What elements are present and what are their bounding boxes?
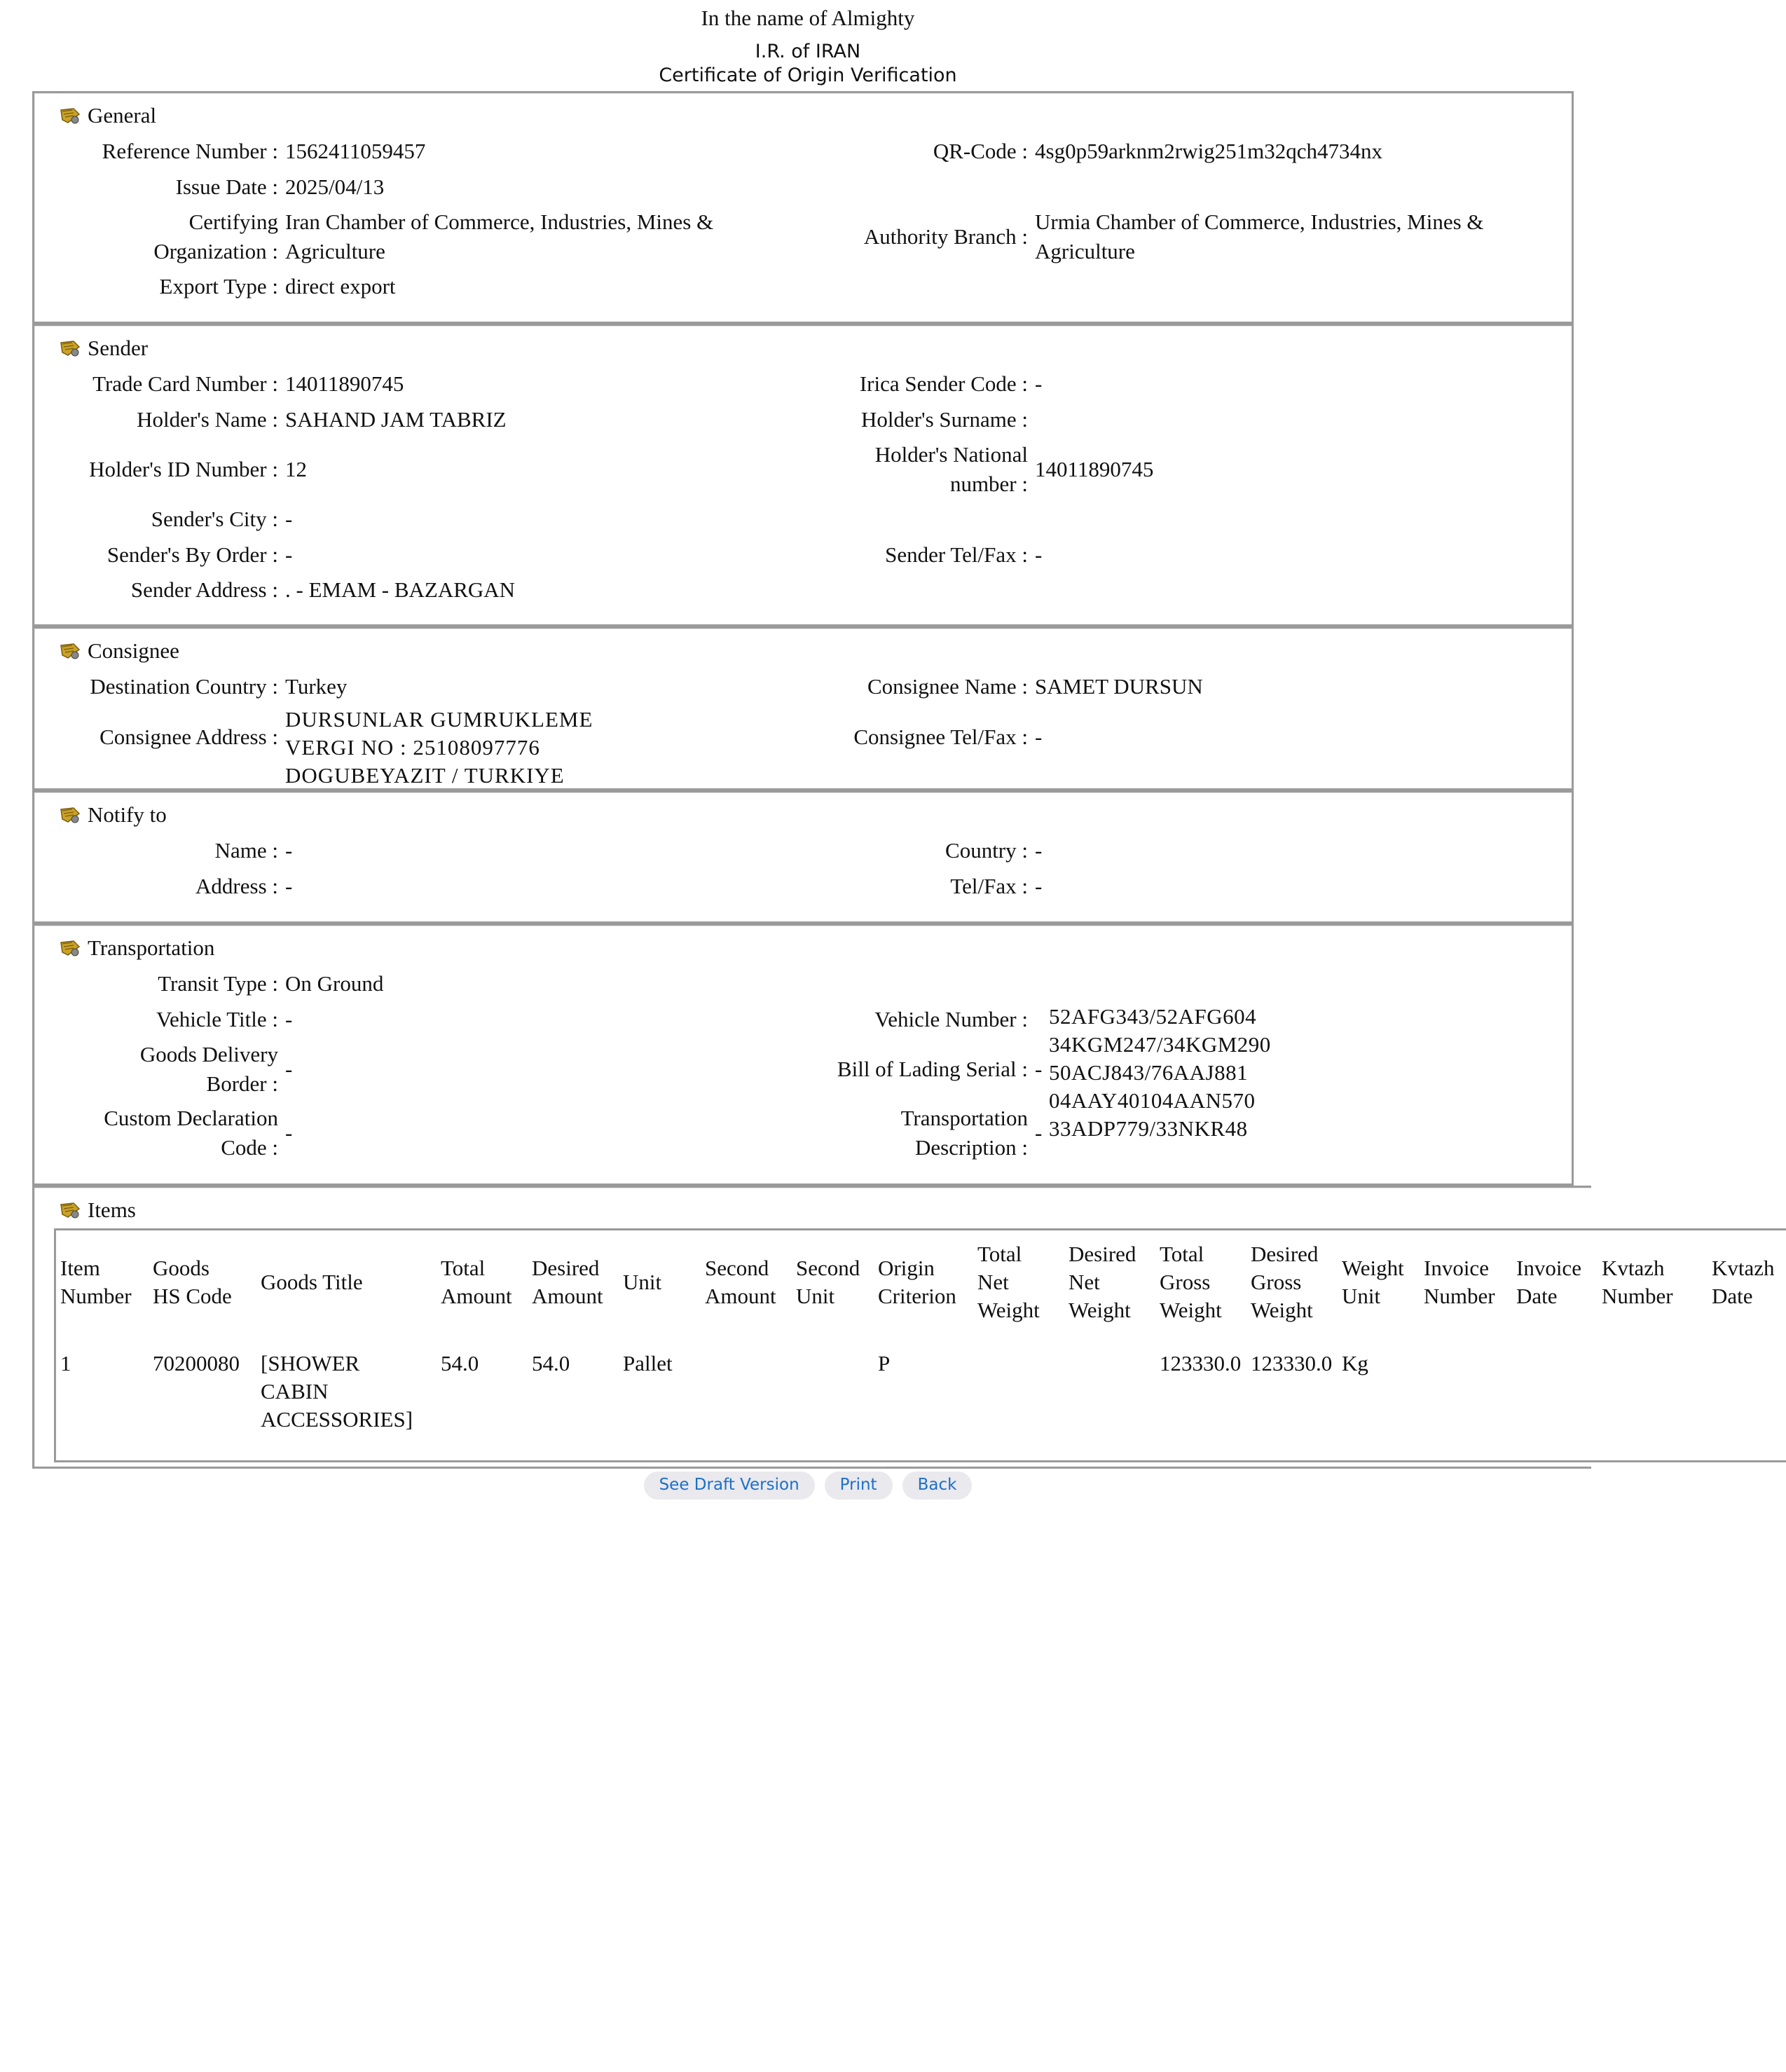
notify-tel-value: - (1035, 874, 1043, 898)
items-column-header: Desired Net Weight (1069, 1242, 1136, 1322)
vehicle-number-label: Vehicle Number : (874, 1007, 1028, 1031)
export-type-value: direct export (285, 274, 396, 299)
table-cell: 1 (60, 1351, 71, 1375)
consignee-tel-value: - (1035, 725, 1043, 749)
holder-name-value: SAHAND JAM TABRIZ (285, 407, 507, 432)
action-bar (0, 1471, 1616, 1500)
scroll-icon (58, 338, 82, 358)
table-cell: Kg (1342, 1351, 1368, 1375)
table-cell (1064, 1334, 1155, 1462)
bill-of-lading-value: - (1035, 1057, 1043, 1081)
table-cell (1708, 1334, 1786, 1462)
items-section-title (58, 1198, 136, 1223)
transportation-description-label: Transportation Description : (900, 1106, 1028, 1160)
sender-by-order-value: - (285, 542, 293, 567)
trade-card-value: 14011890745 (285, 371, 404, 396)
vehicle-title-value: - (285, 1007, 293, 1031)
qr-code-value: 4sg0p59arknm2rwig251m32qch4734nx (1035, 139, 1382, 163)
notify-country-label: Country : (945, 838, 1028, 863)
items-column-header: Item Number (60, 1256, 132, 1308)
scroll-icon (58, 641, 82, 661)
notify-address-value: - (285, 874, 293, 898)
items-column-header: Origin Criterion (878, 1256, 956, 1308)
custom-declaration-value: - (285, 1120, 293, 1145)
holder-id-label: Holder's ID Number : (89, 457, 278, 481)
items-column-header: Invoice Number (1424, 1256, 1495, 1308)
page-title: Certificate of Origin Verification (659, 64, 957, 86)
back-button[interactable]: Back (902, 1471, 973, 1500)
destination-country-label: Destination Country : (90, 674, 278, 699)
transportation-title-text: Transportation (88, 935, 215, 960)
items-column-header: Kvtazh Number (1602, 1256, 1673, 1308)
goods-delivery-border-value: - (285, 1057, 293, 1081)
issue-date-value: 2025/04/13 (285, 174, 385, 199)
table-row (55, 1334, 1786, 1462)
items-column-header: Total Gross Weight (1160, 1242, 1222, 1322)
notify-section (32, 790, 1574, 924)
table-cell: 70200080 (153, 1351, 240, 1375)
table-cell: 123330.0 (1251, 1351, 1333, 1375)
items-column-header: Goods Title (261, 1270, 363, 1294)
items-column-header: Unit (623, 1270, 662, 1294)
scroll-icon (58, 106, 82, 125)
items-column-header: Weight Unit (1342, 1256, 1404, 1308)
table-cell (1598, 1334, 1708, 1462)
holder-national-number-label: Holder's National number : (874, 442, 1028, 496)
consignee-name-label: Consignee Name : (867, 674, 1028, 699)
sender-tel-value: - (1035, 542, 1043, 567)
qr-code-label: QR-Code : (933, 139, 1028, 163)
authority-branch-value: Urmia Chamber of Commerce, Industries, Mines & Agriculture (1035, 210, 1484, 263)
items-column-header: Second Unit (796, 1256, 860, 1308)
trade-card-label: Trade Card Number : (92, 371, 278, 396)
custom-declaration-label: Custom Declaration Code : (104, 1106, 278, 1160)
sender-tel-label: Sender Tel/Fax : (885, 542, 1028, 567)
consignee-address-label: Consignee Address : (99, 725, 278, 749)
consignee-address-value: DURSUNLAR GUMRUKLEME VERGI NO : 25108097776 DOGUBEYAZIT / TURKIYE (285, 707, 593, 788)
notify-name-value: - (285, 838, 293, 863)
table-cell: 123330.0 (1160, 1351, 1242, 1375)
items-column-header: Total Amount (441, 1256, 512, 1308)
consignee-section (32, 626, 1574, 790)
goods-delivery-border-label: Goods Delivery Border : (139, 1042, 278, 1096)
destination-country-value: Turkey (285, 674, 348, 699)
notify-name-label: Name : (214, 838, 278, 863)
issue-date-label: Issue Date : (175, 174, 278, 199)
consignee-tel-label: Consignee Tel/Fax : (853, 725, 1028, 749)
table-cell (792, 1334, 874, 1462)
sender-section-title (58, 336, 148, 361)
reference-number-label: Reference Number : (102, 139, 278, 163)
holder-surname-label: Holder's Surname : (860, 407, 1028, 432)
items-section (32, 1186, 1775, 1469)
items-column-header: Invoice Date (1516, 1256, 1581, 1308)
scroll-icon (58, 805, 82, 825)
table-cell: Pallet (623, 1351, 673, 1375)
certifying-organization-value: Iran Chamber of Commerce, Industries, Mines & Agriculture (285, 210, 714, 263)
print-button[interactable]: Print (825, 1471, 893, 1500)
items-column-header: Goods HS Code (153, 1256, 232, 1308)
consignee-name-value: SAMET DURSUN (1035, 674, 1203, 699)
transportation-section (32, 924, 1574, 1186)
table-cell (1512, 1334, 1598, 1462)
table-cell (1420, 1334, 1512, 1462)
scroll-icon (58, 938, 82, 958)
table-cell: 54.0 (532, 1351, 570, 1375)
export-type-label: Export Type : (159, 274, 278, 299)
header-line-2: I.R. of IRAN (755, 41, 861, 62)
sender-title-text: Sender (88, 336, 149, 360)
items-column-header: Desired Amount (532, 1256, 603, 1308)
sender-address-label: Sender Address : (130, 577, 278, 602)
sender-city-label: Sender's City : (151, 507, 278, 531)
notify-title-text: Notify to (88, 802, 167, 827)
items-table-header-row (55, 1230, 1786, 1335)
table-cell (973, 1334, 1064, 1462)
transportation-description-value: - (1035, 1120, 1043, 1145)
notify-address-label: Address : (195, 874, 278, 898)
items-column-header: Total Net Weight (977, 1242, 1040, 1322)
holder-name-label: Holder's Name : (137, 407, 278, 432)
items-column-header: Second Amount (705, 1256, 776, 1308)
items-title-text: Items (88, 1198, 136, 1222)
certifying-organization-label: Certifying Organization : (153, 210, 278, 263)
items-table-viewport[interactable] (54, 1228, 1775, 1450)
transit-type-label: Transit Type : (158, 971, 278, 996)
irica-sender-code-value: - (1035, 371, 1043, 396)
table-cell: 54.0 (441, 1351, 479, 1375)
notify-tel-label: Tel/Fax : (950, 874, 1028, 898)
items-table (54, 1228, 1786, 1462)
vehicle-number-value: 52AFG343/52AFG604 34KGM247/34KGM290 50ACJ843/76AAJ881 04AAY40104AAN570 33ADP779/33NKR48 (1049, 1004, 1271, 1141)
sender-city-value: - (285, 507, 293, 531)
scroll-icon (58, 1200, 82, 1220)
general-title-text: General (88, 103, 157, 128)
items-column-header: Kvtazh Date (1712, 1256, 1775, 1308)
transit-type-value: On Ground (285, 971, 384, 996)
bill-of-lading-label: Bill of Lading Serial : (837, 1057, 1028, 1081)
notify-country-value: - (1035, 838, 1043, 863)
sender-address-value: . - EMAM - BAZARGAN (285, 577, 516, 602)
transportation-section-title (58, 935, 214, 961)
reference-number-value: 1562411059457 (285, 139, 426, 163)
table-cell (701, 1334, 792, 1462)
table-cell: P (878, 1351, 891, 1375)
items-column-header: Desired Gross Weight (1251, 1242, 1319, 1322)
notify-section-title (58, 802, 167, 828)
general-section (32, 91, 1574, 324)
consignee-section-title (58, 638, 179, 664)
holder-national-number-value: 14011890745 (1035, 457, 1154, 481)
irica-sender-code-label: Irica Sender Code : (859, 371, 1028, 396)
table-cell: [SHOWER CABIN ACCESSORIES] (261, 1351, 413, 1432)
vehicle-title-label: Vehicle Title : (156, 1007, 278, 1031)
sender-by-order-label: Sender's By Order : (107, 542, 278, 567)
header-line-1: In the name of Almighty (701, 6, 915, 30)
general-section-title (58, 103, 156, 128)
consignee-title-text: Consignee (88, 638, 179, 663)
sender-section (32, 324, 1574, 626)
authority-branch-label: Authority Branch : (863, 224, 1028, 249)
holder-id-value: 12 (285, 457, 307, 481)
see-draft-version-button[interactable]: See Draft Version (644, 1471, 815, 1500)
